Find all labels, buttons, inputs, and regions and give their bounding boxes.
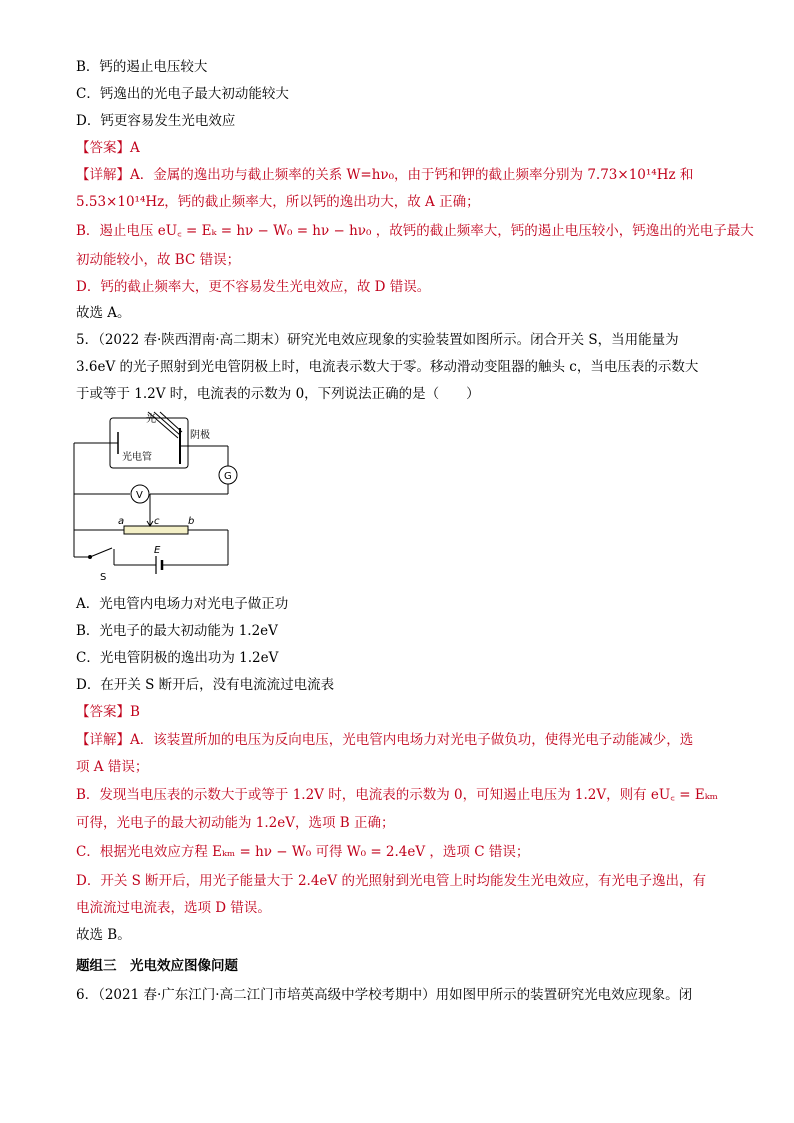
- q5-option-d: D．在开关 S 断开后，没有电流流过电流表: [76, 677, 335, 693]
- q5-conclusion: 故选 B。: [76, 927, 131, 943]
- q5-option-c: C．光电管阴极的逸出功为 1.2eV: [76, 650, 279, 666]
- light-label: 光: [146, 414, 156, 425]
- q5-detail-line: C．根据光电效应方程 Eₖₘ = hν − W₀ 可得 W₀ = 2.4eV ，选项 C 错误；: [76, 844, 530, 860]
- q5-detail-line: 电流流过电流表，选项 D 错误。: [76, 900, 271, 916]
- cathode-label: 阴极: [190, 430, 210, 441]
- q4-option-d: D．钙更容易发生光电效应: [76, 113, 236, 129]
- voltmeter-label: V: [136, 490, 143, 501]
- q4-answer: 【答案】A: [76, 140, 140, 156]
- q5-stem-line: 5．（2022 春·陕西渭南·高二期末）研究光电效应现象的实验装置如图所示。闭合开关 S，当用能量为: [76, 332, 679, 348]
- q4-detail-line: B．遏止电压 eU꜀ = Eₖ = hν − W₀ = hν − hν₀ ，故钙的截止频率大，钙的遏止电压较小，钙逸出的光电子最大: [76, 223, 754, 239]
- q4-detail-line: 5.53×10¹⁴Hz，钙的截止频率大，所以钙的逸出功大，故 A 正确；: [76, 194, 480, 210]
- rheostat-resistor: [124, 526, 188, 534]
- q5-option-b: B．光电子的最大初动能为 1.2eV: [76, 623, 278, 639]
- q4-detail-line: 初动能较小，故 BC 错误；: [76, 252, 241, 268]
- q6-stem: 6．（2021 春·广东江门·高二江门市培英高级中学校考期中）用如图甲所示的装置研究光电效应现象。闭: [76, 987, 693, 1003]
- q5-stem-line: 3.6eV 的光子照射到光电管阴极上时，电流表示数大于零。移动滑动变阻器的触头 c，当电压表的示数大: [76, 359, 699, 375]
- light-ray: [154, 412, 180, 435]
- q4-detail-line: D．钙的截止频率大，更不容易发生光电效应，故 D 错误。: [76, 279, 431, 295]
- switch-arm: [90, 548, 112, 557]
- q5-answer: 【答案】B: [76, 704, 140, 720]
- node-c-label: c: [154, 516, 160, 527]
- tube-label: 光电管: [122, 452, 152, 463]
- q5-detail-line: 项 A 错误；: [76, 759, 149, 775]
- q5-detail-line: D．开关 S 断开后，用光子能量大于 2.4eV 的光照射到光电管上时均能发生光电效应，有光电子逸出，有: [76, 873, 706, 889]
- q4-conclusion: 故选 A。: [76, 305, 131, 321]
- q4-detail-line: 【详解】A．金属的逸出功与截止频率的关系 W=hν₀，由于钙和钾的截止频率分别为 7.73×10¹⁴Hz 和: [76, 167, 694, 183]
- q5-detail-line: 可得，光电子的最大初动能为 1.2eV，选项 B 正确；: [76, 815, 395, 831]
- q4-option-b: B．钙的遏止电压较大: [76, 59, 208, 75]
- galvanometer-label: G: [224, 471, 232, 482]
- q4-option-c: C．钙逸出的光电子最大初动能较大: [76, 86, 289, 102]
- switch-label: S: [100, 572, 107, 583]
- node-a-label: a: [118, 516, 125, 527]
- section-heading: 题组三 光电效应图像问题: [76, 958, 238, 974]
- light-ray: [160, 412, 182, 432]
- q5-detail-line: B．发现当电压表的示数大于或等于 1.2V 时，电流表的示数为 0，可知遏止电压为 1.2V，则有 eU꜀ = Eₖₘ: [76, 787, 718, 803]
- emf-label: E: [154, 545, 161, 556]
- node-b-label: b: [188, 516, 195, 527]
- circuit-diagram: [70, 410, 250, 590]
- q5-detail-line: 【详解】A．该装置所加的电压为反向电压，光电管内电场力对光电子做负功，使得光电子动能减少，选: [76, 732, 694, 748]
- q5-option-a: A．光电管内电场力对光电子做正功: [76, 596, 289, 612]
- q5-stem-line: 于或等于 1.2V 时，电流表的示数为 0，下列说法正确的是（ ）: [76, 386, 480, 402]
